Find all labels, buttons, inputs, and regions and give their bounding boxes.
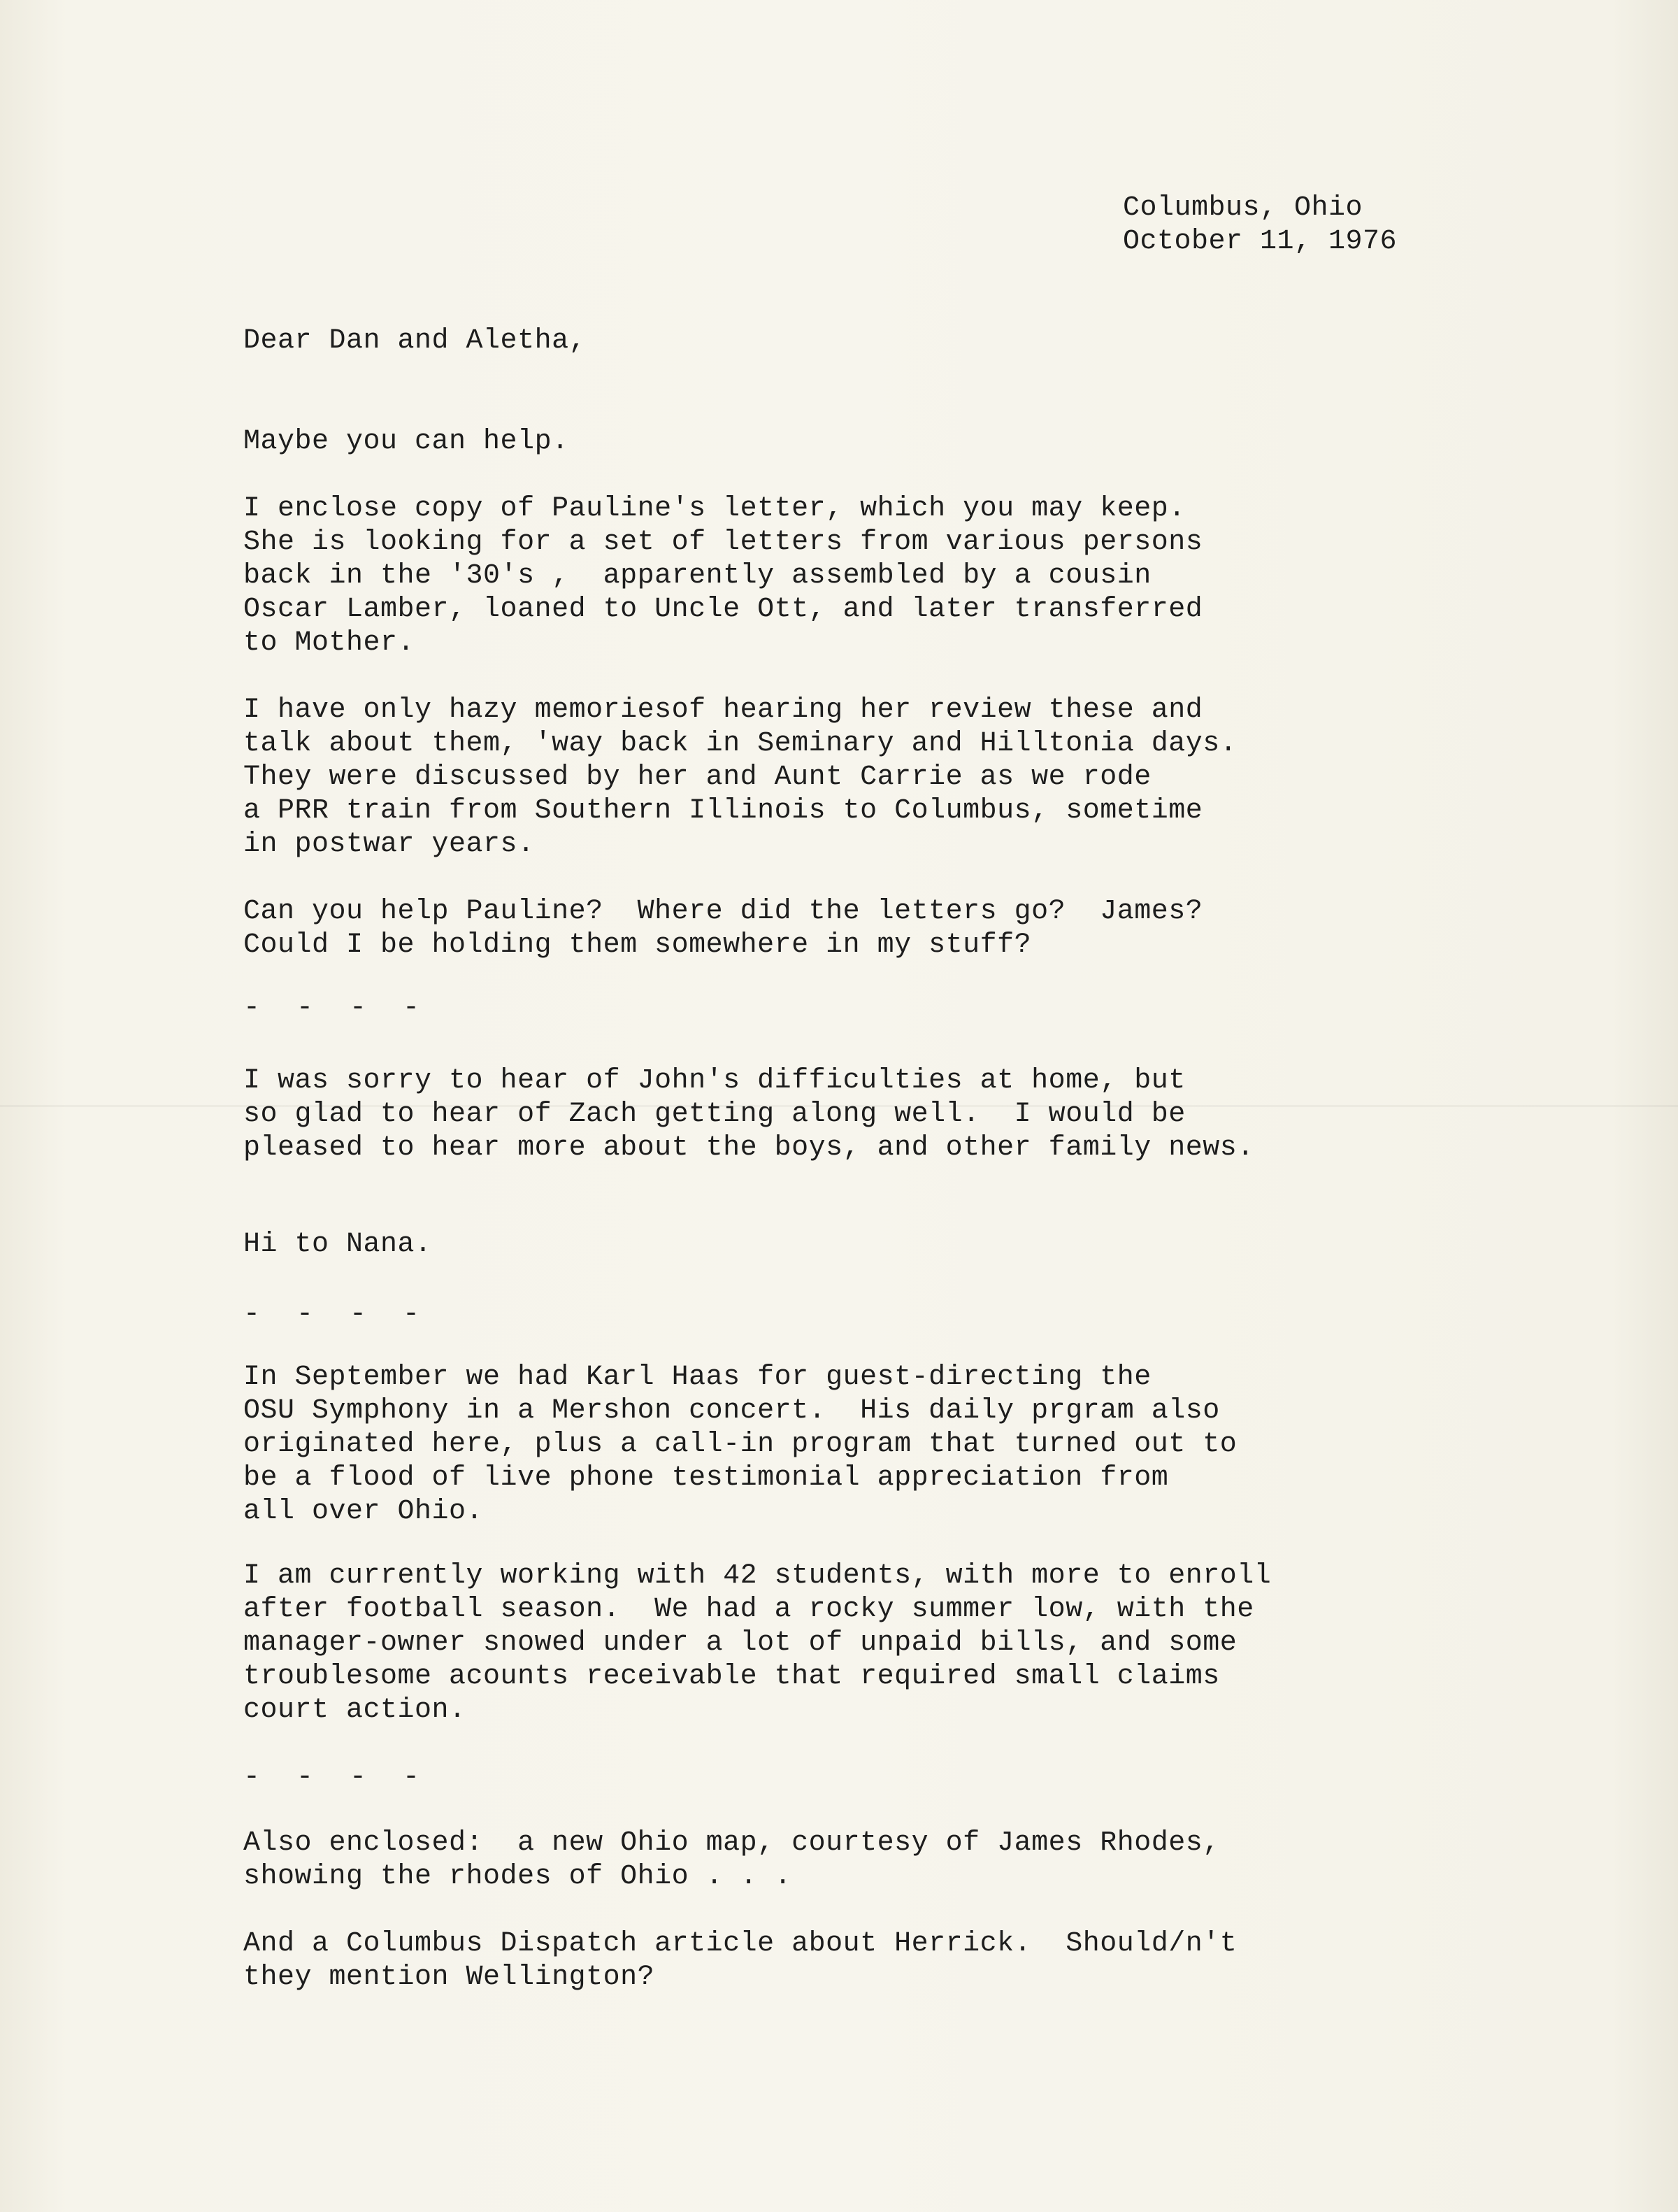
paragraph-line: all over Ohio. (243, 1496, 484, 1527)
paragraph-6 (243, 1228, 432, 1262)
letter-salutation: Dear Dan and Aletha, (243, 325, 587, 357)
paragraph-7 (243, 1361, 1237, 1529)
paragraph-line: They were discussed by her and Aunt Carrie as we rode (243, 762, 1152, 793)
paragraph-line: She is looking for a set of letters from various persons (243, 527, 1203, 558)
paragraph-line: be a flood of live phone testimonial appreciation from (243, 1462, 1169, 1494)
paragraph-4 (243, 895, 1203, 962)
paragraph-line: Could I be holding them somewhere in my stuff? (243, 929, 1032, 961)
paragraph-line: manager-owner snowed under a lot of unpaid bills, and some (243, 1627, 1238, 1659)
letter-place: Columbus, Ohio (1123, 192, 1363, 224)
section-separator: - - - - (243, 992, 430, 1024)
paragraph-line: In September we had Karl Haas for guest-directing the (243, 1362, 1152, 1393)
paragraph-line: Maybe you can help. (243, 426, 569, 457)
paragraph-line: so glad to hear of Zach getting along well. I would be (243, 1099, 1186, 1130)
paragraph-line: I was sorry to hear of John's difficulties at home, but (243, 1065, 1186, 1097)
paragraph-line: OSU Symphony in a Mershon concert. His daily prgram also (243, 1395, 1220, 1427)
paragraph-line: court action. (243, 1694, 466, 1726)
paragraph-line: Oscar Lamber, loaned to Uncle Ott, and later transferred (243, 594, 1203, 625)
paragraph-line: originated here, plus a call-in program that turned out to (243, 1429, 1238, 1460)
paragraph-line: showing the rhodes of Ohio . . . (243, 1861, 792, 1892)
section-separator: - - - - (243, 1299, 430, 1330)
paragraph-line: back in the '30's , apparently assembled by a cousin (243, 560, 1152, 592)
paragraph-line: Can you help Pauline? Where did the letters go? James? (243, 896, 1203, 927)
paragraph-line: Also enclosed: a new Ohio map, courtesy of James Rhodes, (243, 1827, 1220, 1859)
paragraph-line: to Mother. (243, 627, 415, 659)
paragraph-line: And a Columbus Dispatch article about Herrick. Should/n't (243, 1928, 1238, 1960)
paragraph-8 (243, 1560, 1271, 1727)
section-separator: - - - - (243, 1762, 430, 1793)
paragraph-line: I enclose copy of Pauline's letter, which you may keep. (243, 493, 1186, 525)
paragraph-line: I have only hazy memoriesof hearing her review these and (243, 694, 1203, 726)
paragraph-line: Hi to Nana. (243, 1229, 432, 1260)
paragraph-line: after football season. We had a rocky summer low, with the (243, 1594, 1254, 1625)
paragraph-line: I am currently working with 42 students, with more to enroll (243, 1560, 1272, 1592)
paragraph-5 (243, 1064, 1254, 1165)
paragraph-3 (243, 694, 1237, 862)
paragraph-line: talk about them, 'way back in Seminary and Hilltonia days. (243, 728, 1238, 759)
paragraph-9 (243, 1827, 1220, 1894)
paragraph-line: a PRR train from Southern Illinois to Columbus, sometime (243, 795, 1203, 827)
paragraph-10 (243, 1927, 1237, 1995)
paragraph-2 (243, 492, 1203, 660)
paragraph-line: in postwar years. (243, 829, 535, 860)
paragraph-line: they mention Wellington? (243, 1962, 655, 1993)
letter-date: October 11, 1976 (1123, 226, 1398, 257)
paragraph-line: pleased to hear more about the boys, and other family news. (243, 1132, 1254, 1164)
paragraph-1 (243, 425, 569, 459)
paragraph-line: troublesome acounts receivable that required small claims (243, 1661, 1220, 1692)
